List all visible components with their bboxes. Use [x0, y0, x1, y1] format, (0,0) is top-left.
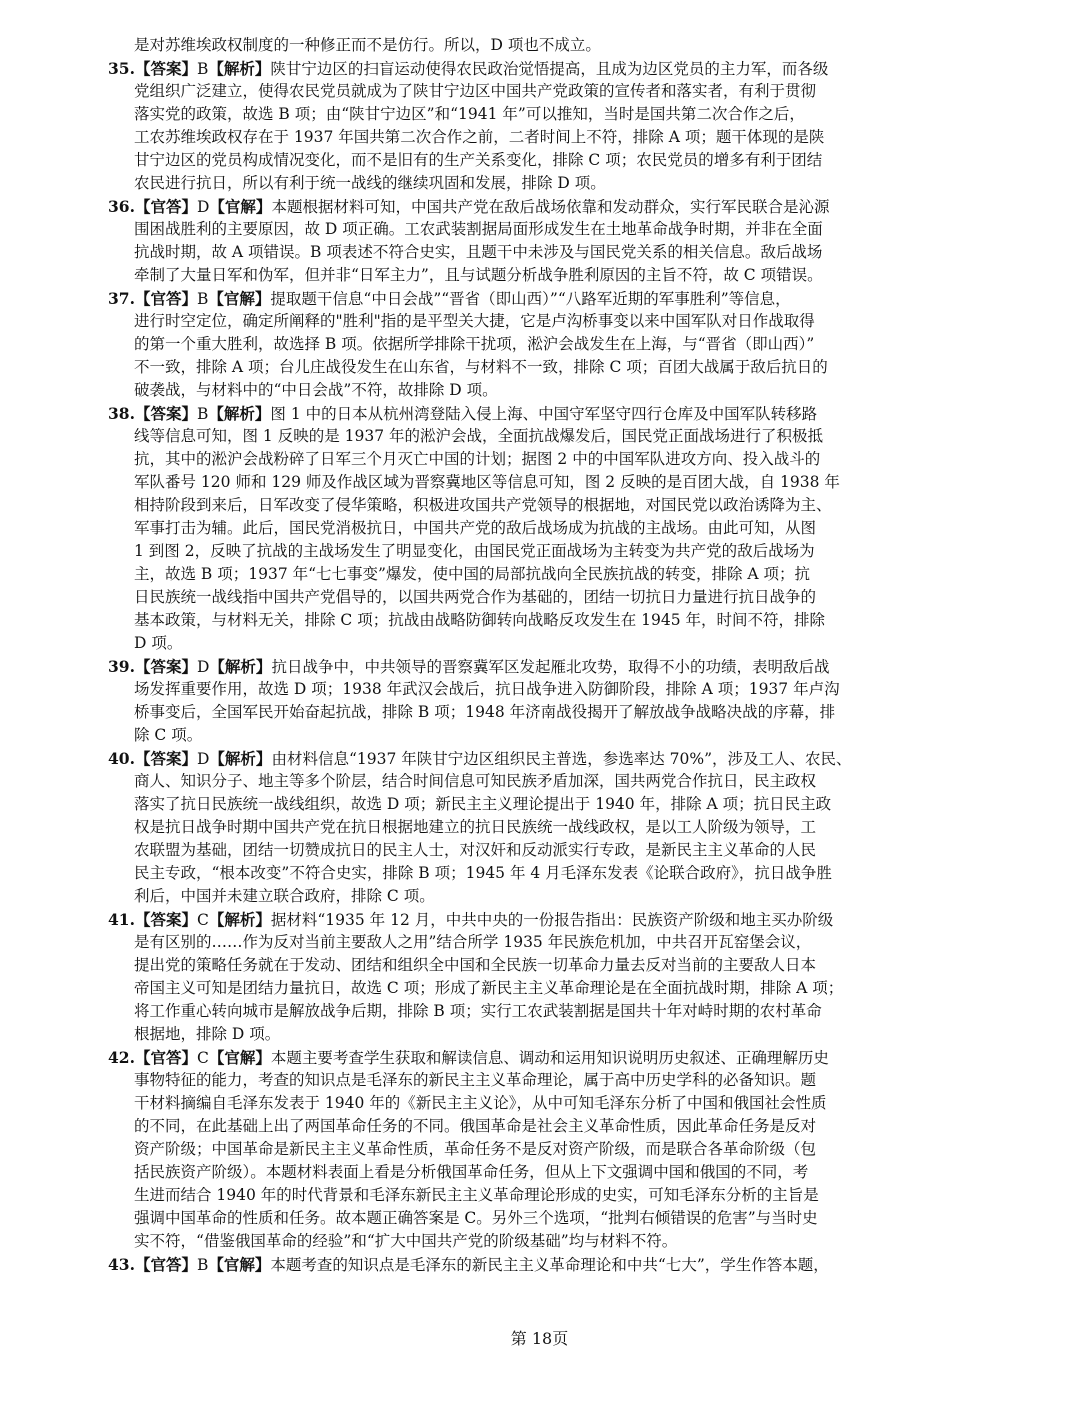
- answer-item-line: [108, 839, 978, 862]
- page-content: [108, 34, 978, 1276]
- answer-item-line: [108, 218, 978, 241]
- answer-letter: C: [196, 1049, 209, 1067]
- answer-item-first-line: [108, 1253, 978, 1276]
- item-text: 事物特征的能力，考查的知识点是毛泽东的新民主主义革命理论，属于高中历史学科的必备知识。题: [134, 1071, 817, 1089]
- item-text: 落实党的政策，故选 B 项；由“陕甘宁边区”和“1941 年”可以推知，当时是国共第二次合作之后，: [134, 105, 805, 123]
- item-text: 场发挥重要作用，故选 D 项；1938 年武汉会战后，抗日战争进入防御阶段，排除 A 项；1937 年卢沟: [134, 680, 840, 698]
- item-number: 43.: [108, 1255, 135, 1274]
- answer-item-line: [108, 586, 978, 609]
- answer-item-line: [108, 632, 978, 655]
- answer-item-line: [108, 931, 978, 954]
- answer-item-line: [108, 1115, 978, 1138]
- item-text: 利后，中国并未建立联合政府，排除 C 项。: [134, 887, 435, 905]
- item-text: 抗日战争中，中共领导的晋察冀军区发起雁北攻势，取得不小的功绩，表明敌后战: [271, 658, 830, 676]
- item-text: 主，故选 B 项；1937 年“七七事变”爆发，使中国的局部抗战向全民族抗战的转变，排除 A 项；抗: [134, 565, 811, 583]
- answer-letter: C: [196, 911, 209, 929]
- answer-letter: B: [196, 405, 209, 423]
- analysis-tag: 【解析】: [209, 749, 272, 768]
- item-text: 由材料信息“1937 年陕甘宁边区组织民主普选，参选率达 70%”，涉及工人、农民、: [271, 750, 852, 768]
- answer-item-first-line: [108, 655, 978, 678]
- answer-letter: D: [196, 198, 210, 216]
- answer-tag: 【官答】: [134, 197, 197, 216]
- answer-item-line: [108, 333, 978, 356]
- answer-item-line: [108, 793, 978, 816]
- answer-item-line: [108, 494, 978, 517]
- item-text: 资产阶级；中国革命是新民主主义革命性质，革命任务不是反对资产阶级，而是联合各革命阶级（包: [134, 1140, 817, 1158]
- answer-item-line: [108, 1138, 978, 1161]
- analysis-tag: 【解析】: [209, 657, 272, 676]
- item-text: 帝国主义可知是团结力量抗日，故选 C 项；形成了新民主主义革命理论是在全面抗战时期，排除 A 项；: [134, 979, 844, 997]
- item-number: 38.: [108, 404, 135, 423]
- answer-item-line: [108, 425, 978, 448]
- answer-list: [108, 57, 978, 1276]
- item-text: 本题根据材料可知，中国共产党在敌后战场依靠和发动群众，实行军民联合是沁源: [271, 198, 830, 216]
- item-text: 括民族资产阶级）。本题材料表面上看是分析俄国革命任务，但从上下文强调中国和俄国的不同，考: [134, 1163, 809, 1181]
- answer-tag: 【答案】: [134, 910, 197, 929]
- item-text: 基本政策，与材料无关，排除 C 项；抗战由战略防御转向战略反攻发生在 1945 年，时间不符，排除: [134, 611, 826, 629]
- answer-item-line: [108, 954, 978, 977]
- answer-item-line: [108, 448, 978, 471]
- answer-item-line: [108, 540, 978, 563]
- item-text: 落实了抗日民族统一战线组织，故选 D 项；新民主主义理论提出于 1940 年，排除 A 项；抗日民主政: [134, 795, 832, 813]
- answer-item-line: [108, 471, 978, 494]
- item-text: 本题主要考查学生获取和解读信息、调动和运用知识说明历史叙述、正确理解历史: [270, 1049, 829, 1067]
- answer-item-line: [108, 770, 978, 793]
- answer-item-first-line: [108, 1046, 978, 1069]
- answer-tag: 【官答】: [134, 289, 197, 308]
- item-text: 的不同，在此基础上出了两国革命任务的不同。俄国革命是社会主义革命性质，因此革命任务是反对: [134, 1117, 817, 1135]
- answer-item-line: [108, 1207, 978, 1230]
- item-text: 桥事变后，全国军民开始奋起抗战，排除 B 项；1948 年济南战役揭开了解放战争战略决战的序幕，排: [134, 703, 836, 721]
- item-text: 农联盟为基础，团结一切赞成抗日的民主人士，对汉奸和反动派实行专政，是新民主主义革命的人民: [134, 841, 817, 859]
- item-text: 抗，其中的淞沪会战粉碎了日军三个月灭亡中国的计划；据图 2 中的中国军队进攻方向、投入战斗的: [134, 450, 821, 468]
- answer-item-line: [108, 701, 978, 724]
- answer-item-line: [108, 678, 978, 701]
- answer-item-line: [108, 1092, 978, 1115]
- lead-line: 是对苏维埃政权制度的一种修正而不是仿行。所以，D 项也不成立。: [134, 36, 601, 54]
- answer-item-line: [108, 149, 978, 172]
- answer-letter: B: [196, 60, 209, 78]
- item-text: 的第一个重大胜利，故选择 B 项。依据所学排除干扰项，淞沪会战发生在上海，与“晋省（即山西）”: [134, 335, 815, 353]
- answer-letter: B: [196, 1256, 209, 1274]
- answer-item-line: [108, 241, 978, 264]
- item-text: 提取题干信息“中日会战”“晋省（即山西）”“八路军近期的军事胜利”等信息，: [270, 290, 791, 308]
- item-text: 抗战时期，故 A 项错误。B 项表述不符合史实，且题干中未涉及与国民党关系的相关信息。敌后战场: [134, 243, 823, 261]
- item-text: 陕甘宁边区的扫盲运动使得农民政治觉悟提高，且成为边区党员的主力军，而各级: [270, 60, 829, 78]
- item-text: 甘宁边区的党员构成情况变化，而不是旧有的生产关系变化，排除 C 项；农民党员的增多有利于团结: [134, 151, 823, 169]
- answer-item-line: [108, 379, 978, 402]
- item-text: 将工作重心转向城市是解放战争后期，排除 B 项；实行工农武装割据是国共十年对峙时期的农村革命: [134, 1002, 822, 1020]
- analysis-tag: 【解析】: [208, 59, 271, 78]
- item-text: 权是抗日战争时期中国共产党在抗日根据地建立的抗日民族统一战线政权，是以工人阶级为领导，工: [134, 818, 817, 836]
- analysis-tag: 【官解】: [208, 1255, 271, 1274]
- answer-item-first-line: [108, 402, 978, 425]
- item-text: 牵制了大量日军和伪军，但并非“日军主力”，且与试题分析战争胜利原因的主旨不符，故 C 项错误。: [134, 266, 823, 284]
- answer-item-line: [108, 885, 978, 908]
- answer-item-line: [108, 1184, 978, 1207]
- answer-item-line: [108, 1161, 978, 1184]
- answer-item-line: [108, 517, 978, 540]
- item-text: 线等信息可知，图 1 反映的是 1937 年的淞沪会战，全面抗战爆发后，国民党正面战场进行了积极抵: [134, 427, 824, 445]
- answer-item-line: [108, 977, 978, 1000]
- item-text: 本题考查的知识点是毛泽东的新民主主义革命理论和中共“七大”，学生作答本题，: [270, 1256, 829, 1274]
- item-text: 进行时空定位，确定所阐释的"胜利"指的是平型关大捷，它是卢沟桥事变以来中国军队对日作战取得: [134, 312, 815, 330]
- answer-letter: D: [196, 658, 210, 676]
- item-text: 生进而结合 1940 年的时代背景和毛泽东新民主主义革命理论形成的史实，可知毛泽东分析的主旨是: [134, 1186, 819, 1204]
- answer-tag: 【答案】: [134, 657, 197, 676]
- item-text: 相持阶段到来后，日军改变了侵华策略，积极进攻国共产党领导的根据地，对国民党以政治诱降为主、: [134, 496, 832, 514]
- item-text: 破袭战，与材料中的“中日会战”不符，故排除 D 项。: [134, 381, 498, 399]
- item-text: 军队番号 120 师和 129 师及作战区域为晋察冀地区等信息可知，图 2 反映的是百团大战，自 1938 年: [134, 473, 840, 491]
- answer-item-line: [108, 172, 978, 195]
- analysis-tag: 【官解】: [209, 197, 272, 216]
- answer-tag: 【官答】: [134, 1048, 197, 1067]
- item-text: 军事打击为辅。此后，国民党消极抗日，中国共产党的敌后战场成为抗战的主战场。由此可知，从图: [134, 519, 817, 537]
- item-text: 工农苏维埃政权存在于 1937 年国共第二次合作之前，二者时间上不符，排除 A 项；题干体现的是陕: [134, 128, 825, 146]
- item-text: 根据地，排除 D 项。: [134, 1025, 281, 1043]
- item-number: 41.: [108, 910, 135, 929]
- item-number: 39.: [108, 657, 135, 676]
- answer-letter: D: [196, 750, 210, 768]
- answer-item-line: [108, 310, 978, 333]
- item-text: 实不符，“借鉴俄国革命的经验”和“扩大中国共产党的阶级基础”均与材料不符。: [134, 1232, 678, 1250]
- item-text: 党组织广泛建立，使得农民党员就成为了陕甘宁边区中国共产党政策的宣传者和落实者，有利于贯彻: [134, 82, 817, 100]
- analysis-tag: 【解析】: [208, 404, 271, 423]
- answer-tag: 【官答】: [134, 1255, 197, 1274]
- item-number: 36.: [108, 197, 135, 216]
- answer-item-line: [108, 816, 978, 839]
- analysis-tag: 【官解】: [208, 289, 271, 308]
- answer-item-line: [108, 1230, 978, 1253]
- page-number: 第 18页: [510, 1329, 569, 1348]
- item-text: 强调中国革命的性质和任务。故本题正确答案是 C。另外三个选项，“批判右倾错误的危害”与当时史: [134, 1209, 818, 1227]
- answer-tag: 【答案】: [134, 404, 197, 423]
- answer-item-line: [108, 356, 978, 379]
- answer-tag: 【答案】: [134, 59, 197, 78]
- answer-item-first-line: [108, 57, 978, 80]
- answer-item-line: [108, 724, 978, 747]
- answer-item-line: [108, 1023, 978, 1046]
- item-text: 干材料摘编自毛泽东发表于 1940 年的《新民主主义论》，从中可知毛泽东分析了中国和俄国社会性质: [134, 1094, 827, 1112]
- answer-item-line: [108, 264, 978, 287]
- answer-item-first-line: [108, 287, 978, 310]
- item-text: 围困战胜利的主要原因，故 D 项正确。工农武装割据局面形成发生在土地革命战争时期，并非在全面: [134, 220, 823, 238]
- item-text: 图 1 中的日本从杭州湾登陆入侵上海、中国守军坚守四行仓库及中国军队转移路: [270, 405, 818, 423]
- analysis-tag: 【解析】: [208, 910, 271, 929]
- item-text: 农民进行抗日，所以有利于统一战线的继续巩固和发展，排除 D 项。: [134, 174, 606, 192]
- answer-item-first-line: [108, 908, 978, 931]
- item-number: 42.: [108, 1048, 135, 1067]
- item-number: 37.: [108, 289, 135, 308]
- answer-item-first-line: [108, 195, 978, 218]
- item-text: 是有区别的……作为反对当前主要敌人之用”结合所学 1935 年民族危机加，中共召开瓦窑堡会议，: [134, 933, 812, 951]
- item-text: 不一致，排除 A 项；台儿庄战役发生在山东省，与材料不一致，排除 C 项；百团大战属于敌后抗日的: [134, 358, 828, 376]
- answer-item-line: [108, 80, 978, 103]
- item-text: 除 C 项。: [134, 726, 203, 744]
- answer-item-line: [108, 1000, 978, 1023]
- answer-item-line: [108, 1069, 978, 1092]
- answer-item-line: [108, 609, 978, 632]
- answer-item-line: [108, 126, 978, 149]
- answer-letter: B: [196, 290, 209, 308]
- answer-item-line: [108, 103, 978, 126]
- item-text: 提出党的策略任务就在于发动、团结和组织全中国和全民族一切革命力量去反对当前的主要敌人日本: [134, 956, 817, 974]
- item-text: D 项。: [134, 634, 183, 652]
- item-text: 日民族统一战线指中国共产党倡导的，以国共两党合作为基础的，团结一切抗日力量进行抗日战争的: [134, 588, 817, 606]
- answer-tag: 【答案】: [134, 749, 197, 768]
- answer-item-first-line: [108, 747, 978, 770]
- item-number: 35.: [108, 59, 135, 78]
- item-number: 40.: [108, 749, 135, 768]
- analysis-tag: 【官解】: [208, 1048, 271, 1067]
- item-text: 商人、知识分子、地主等多个阶层，结合时间信息可知民族矛盾加深，国共两党合作抗日，民主政权: [134, 772, 817, 790]
- answer-item-line: [108, 862, 978, 885]
- item-text: 据材料“1935 年 12 月，中共中央的一份报告指出：民族资产阶级和地主买办阶级: [270, 911, 834, 929]
- item-text: 1 到图 2，反映了抗战的主战场发生了明显变化，由国民党正面战场为主转变为共产党的敌后战场为: [134, 542, 815, 560]
- answer-item-line: [108, 563, 978, 586]
- item-text: 民主专政，“根本改变”不符合史实，排除 B 项；1945 年 4 月毛泽东发表《论联合政府》，抗日战争胜: [134, 864, 832, 882]
